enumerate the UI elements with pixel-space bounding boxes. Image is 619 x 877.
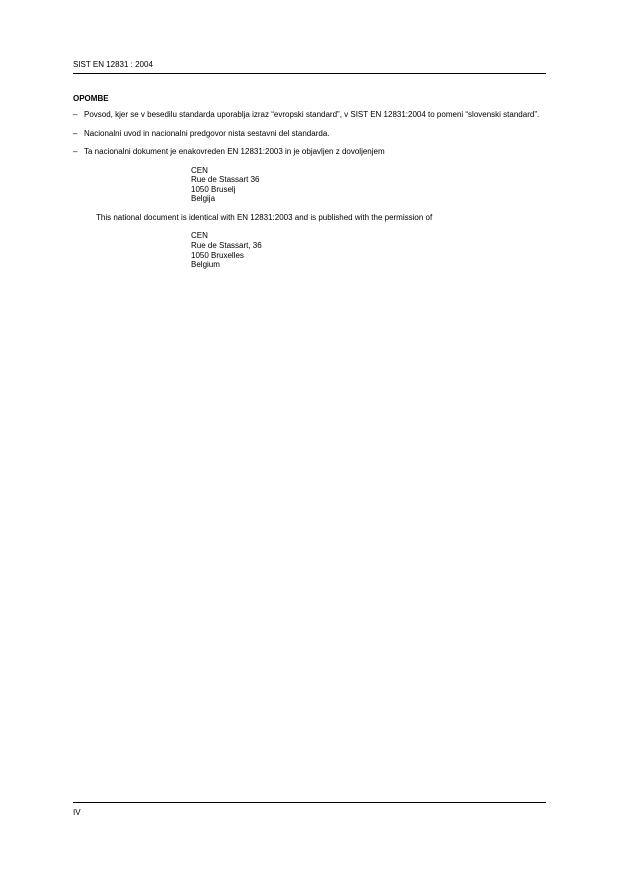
address-line: Rue de Stassart 36 [191, 175, 260, 185]
address-line: Belgija [191, 194, 216, 204]
dash-bullet: – [73, 110, 78, 119]
running-header: SIST EN 12831 : 2004 [73, 60, 153, 69]
address-line: Belgium [191, 260, 220, 270]
address-block-en [191, 231, 546, 269]
address-block-sl [191, 166, 546, 204]
notes-list [73, 110, 546, 279]
english-note: This national document is identical with EN 12831:2003 and is published with the permission of [96, 212, 433, 222]
address-line: CEN [191, 165, 208, 175]
address-line: CEN [191, 231, 208, 241]
note-item [73, 147, 546, 157]
dash-bullet: – [73, 147, 78, 156]
note-text: Ta nacionalni dokument je enakovreden EN 12831:2003 in je objavljen z dovoljenjem [84, 147, 385, 156]
note-item [73, 129, 546, 139]
note-item [73, 110, 546, 120]
header-divider [73, 73, 546, 74]
address-line: 1050 Bruxelles [191, 250, 244, 260]
section-title: OPOMBE [73, 94, 109, 103]
note-text: Nacionalni uvod in nacionalni predgovor nista sestavni del standarda. [84, 128, 330, 138]
note-text: Povsod, kjer se v besedilu standarda uporablja izraz “evropski standard”, v SIST EN 12831:2004 to pomeni “slovenski standard”. [84, 110, 540, 119]
dash-bullet: – [73, 128, 78, 138]
address-line: 1050 Bruselj [191, 184, 236, 194]
address-line: Rue de Stassart, 36 [191, 240, 262, 250]
footer-divider [73, 802, 546, 803]
page-number: IV [73, 808, 81, 817]
